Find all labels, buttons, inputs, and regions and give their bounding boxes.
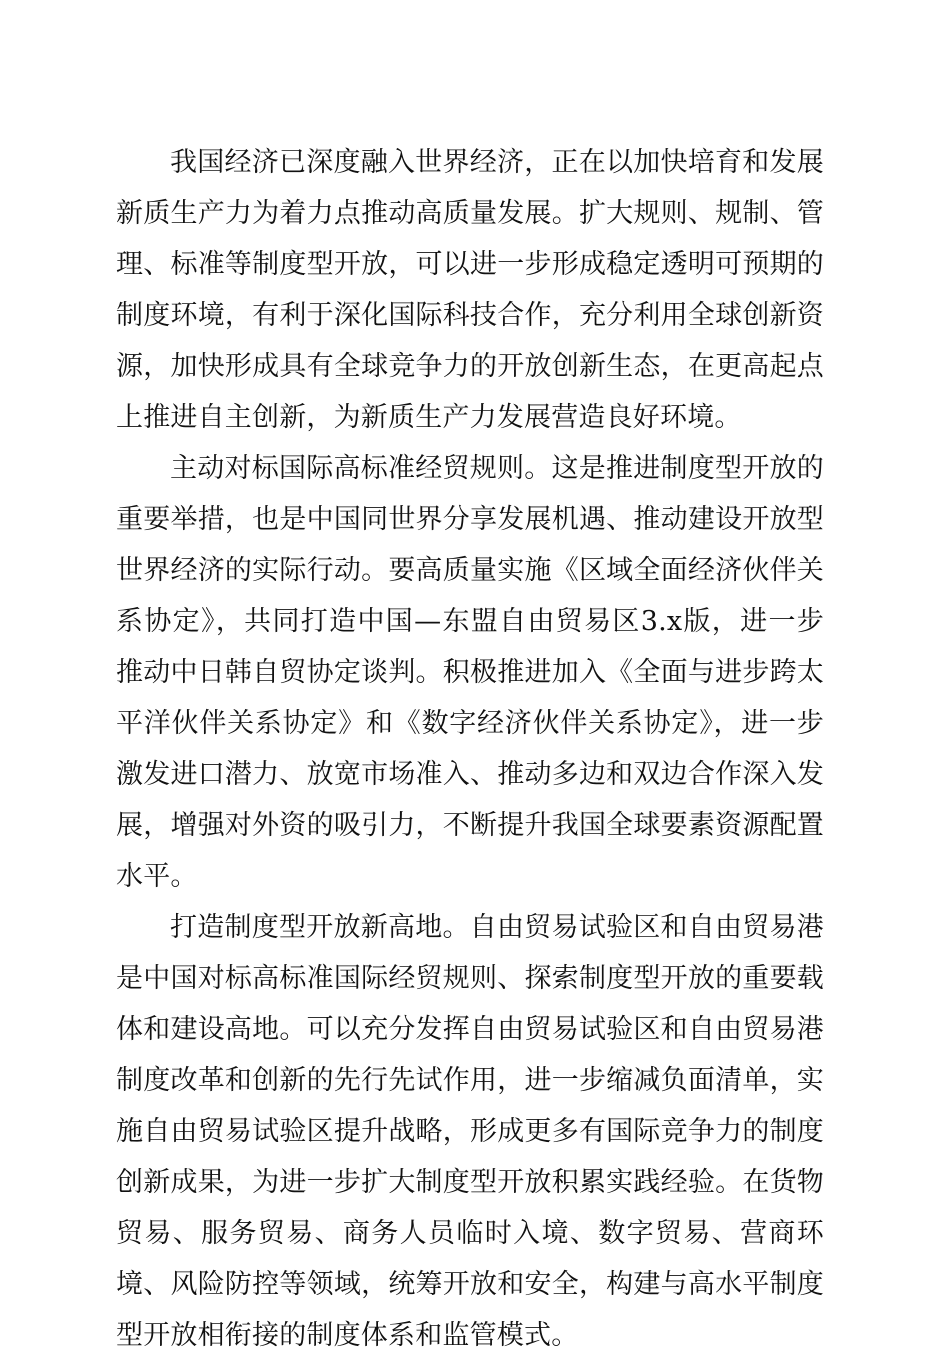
paragraph-1: 我国经济已深度融入世界经济，正在以加快培育和发展新质生产力为着力点推动高质量发展。扩大规则、规制、管理、标准等制度型开放，可以进一步形成稳定透明可预期的制度环境，有利于深化国际科技合作，充分利用全球创新资源，加快形成具有全球竞争力的开放创新生态，在更高起点上推进自主创新，为新质生产力发展营造良好环境。	[116, 147, 824, 433]
paragraph-3: 打造制度型开放新高地。自由贸易试验区和自由贸易港是中国对标高标准国际经贸规则、探索制度型开放的重要载体和建设高地。可以充分发挥自由贸易试验区和自由贸易港制度改革和创新的先行先试作用，进一步缩减负面清单，实施自由贸易试验区提升战略，形成更多有国际竞争力的制度创新成果，为进一步扩大制度型开放积累实践经验。在货物贸易、服务贸易、商务人员临时入境、数字贸易、营商环境、风险防控等领域，统筹开放和安全，构建与高水平制度型开放相衔接的制度体系和监管模式。	[116, 912, 824, 1351]
document-body	[116, 137, 824, 1361]
paragraph-2: 主动对标国际高标准经贸规则。这是推进制度型开放的重要举措，也是中国同世界分享发展机遇、推动建设开放型世界经济的实际行动。要高质量实施《区域全面经济伙伴关系协定》，共同打造中国—东盟自由贸易区3.x版，进一步推动中日韩自贸协定谈判。积极推进加入《全面与进步跨太平洋伙伴关系协定》和《数字经济伙伴关系协定》，进一步激发进口潜力、放宽市场准入、推动多边和双边合作深入发展，增强对外资的吸引力，不断提升我国全球要素资源配置水平。	[116, 453, 824, 892]
